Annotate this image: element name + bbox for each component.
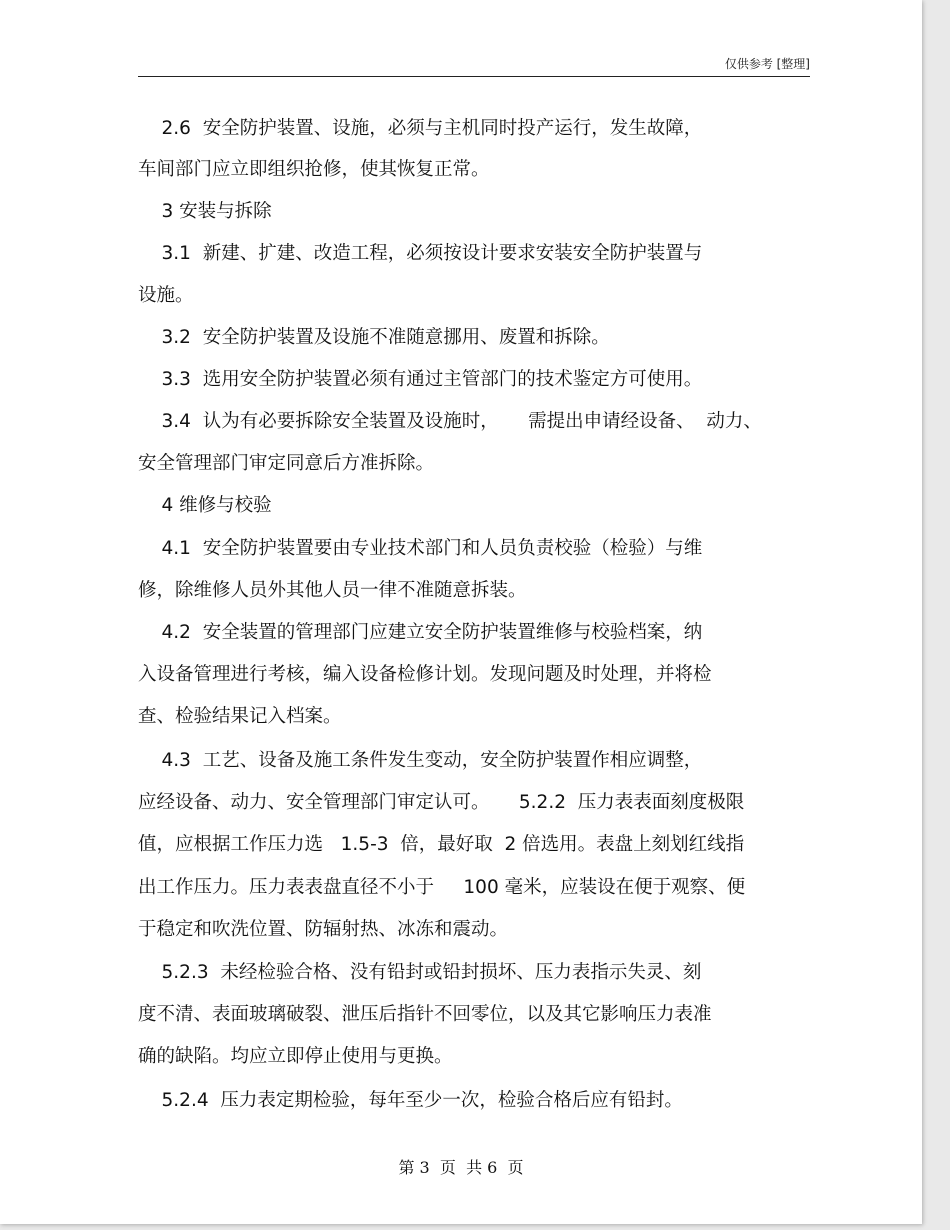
body-line: 4.1 安全防护装置要由专业技术部门和人员负责校验（检验）与维: [138, 538, 703, 559]
body-line: 5.2.3 未经检验合格、没有铅封或铅封损坏、压力表指示失灵、刻: [138, 962, 702, 983]
body-line: 3.2 安全防护装置及设施不准随意挪用、废置和拆除。: [138, 327, 610, 348]
section-heading: 4 维修与校验: [138, 495, 272, 516]
body-line: 安全管理部门审定同意后方准拆除。: [138, 453, 435, 474]
body-line: 应经设备、动力、安全管理部门审定认可。 5.2.2 压力表表面刻度极限: [138, 792, 745, 813]
body-line: 修，除维修人员外其他人员一律不准随意拆装。: [138, 580, 527, 601]
body-line: 2.6 安全防护装置、设施，必须与主机同时投产运行，发生故障，: [138, 118, 703, 139]
body-line: 车间部门应立即组织抢修，使其恢复正常。: [138, 159, 490, 180]
body-line: 4.2 安全装置的管理部门应建立安全防护装置维修与校验档案，纳: [138, 622, 703, 643]
header-rule: [138, 76, 810, 77]
body-line: 入设备管理进行考核，编入设备检修计划。发现问题及时处理，并将检: [138, 664, 712, 685]
body-line: 设施。: [138, 285, 194, 306]
body-line: 于稳定和吹洗位置、防辐射热、冰冻和震动。: [138, 919, 509, 940]
body-line: 值，应根据工作压力选 1.5-3 倍，最好取 2 倍选用。表盘上刻划红线指: [138, 834, 745, 855]
body-line: 3.4 认为有必要拆除安全装置及设施时， 需提出申请经设备、 动力、: [138, 411, 762, 432]
body-line: 3.1 新建、扩建、改造工程，必须按设计要求安装安全防护装置与: [138, 243, 703, 264]
body-line: 度不清、表面玻璃破裂、泄压后指针不回零位，以及其它影响压力表准: [138, 1004, 712, 1025]
body-line: 出工作压力。压力表表盘直径不小于 100 毫米，应装设在便于观察、便: [138, 877, 746, 898]
section-heading: 3 安装与拆除: [138, 201, 272, 222]
body-line: 查、检验结果记入档案。: [138, 706, 342, 727]
body-line: 确的缺陷。均应立即停止使用与更换。: [138, 1046, 453, 1067]
page-number-footer: 第 3 页 共 6 页: [398, 1158, 524, 1177]
header-label: 仅供参考 [整理]: [724, 57, 810, 71]
body-line: 4.3 工艺、设备及施工条件发生变动，安全防护装置作相应调整，: [138, 750, 703, 771]
body-line: 5.2.4 压力表定期检验，每年至少一次，检验合格后应有铅封。: [138, 1090, 683, 1111]
body-line: 3.3 选用安全防护装置必须有通过主管部门的技术鉴定方可使用。: [138, 369, 703, 390]
